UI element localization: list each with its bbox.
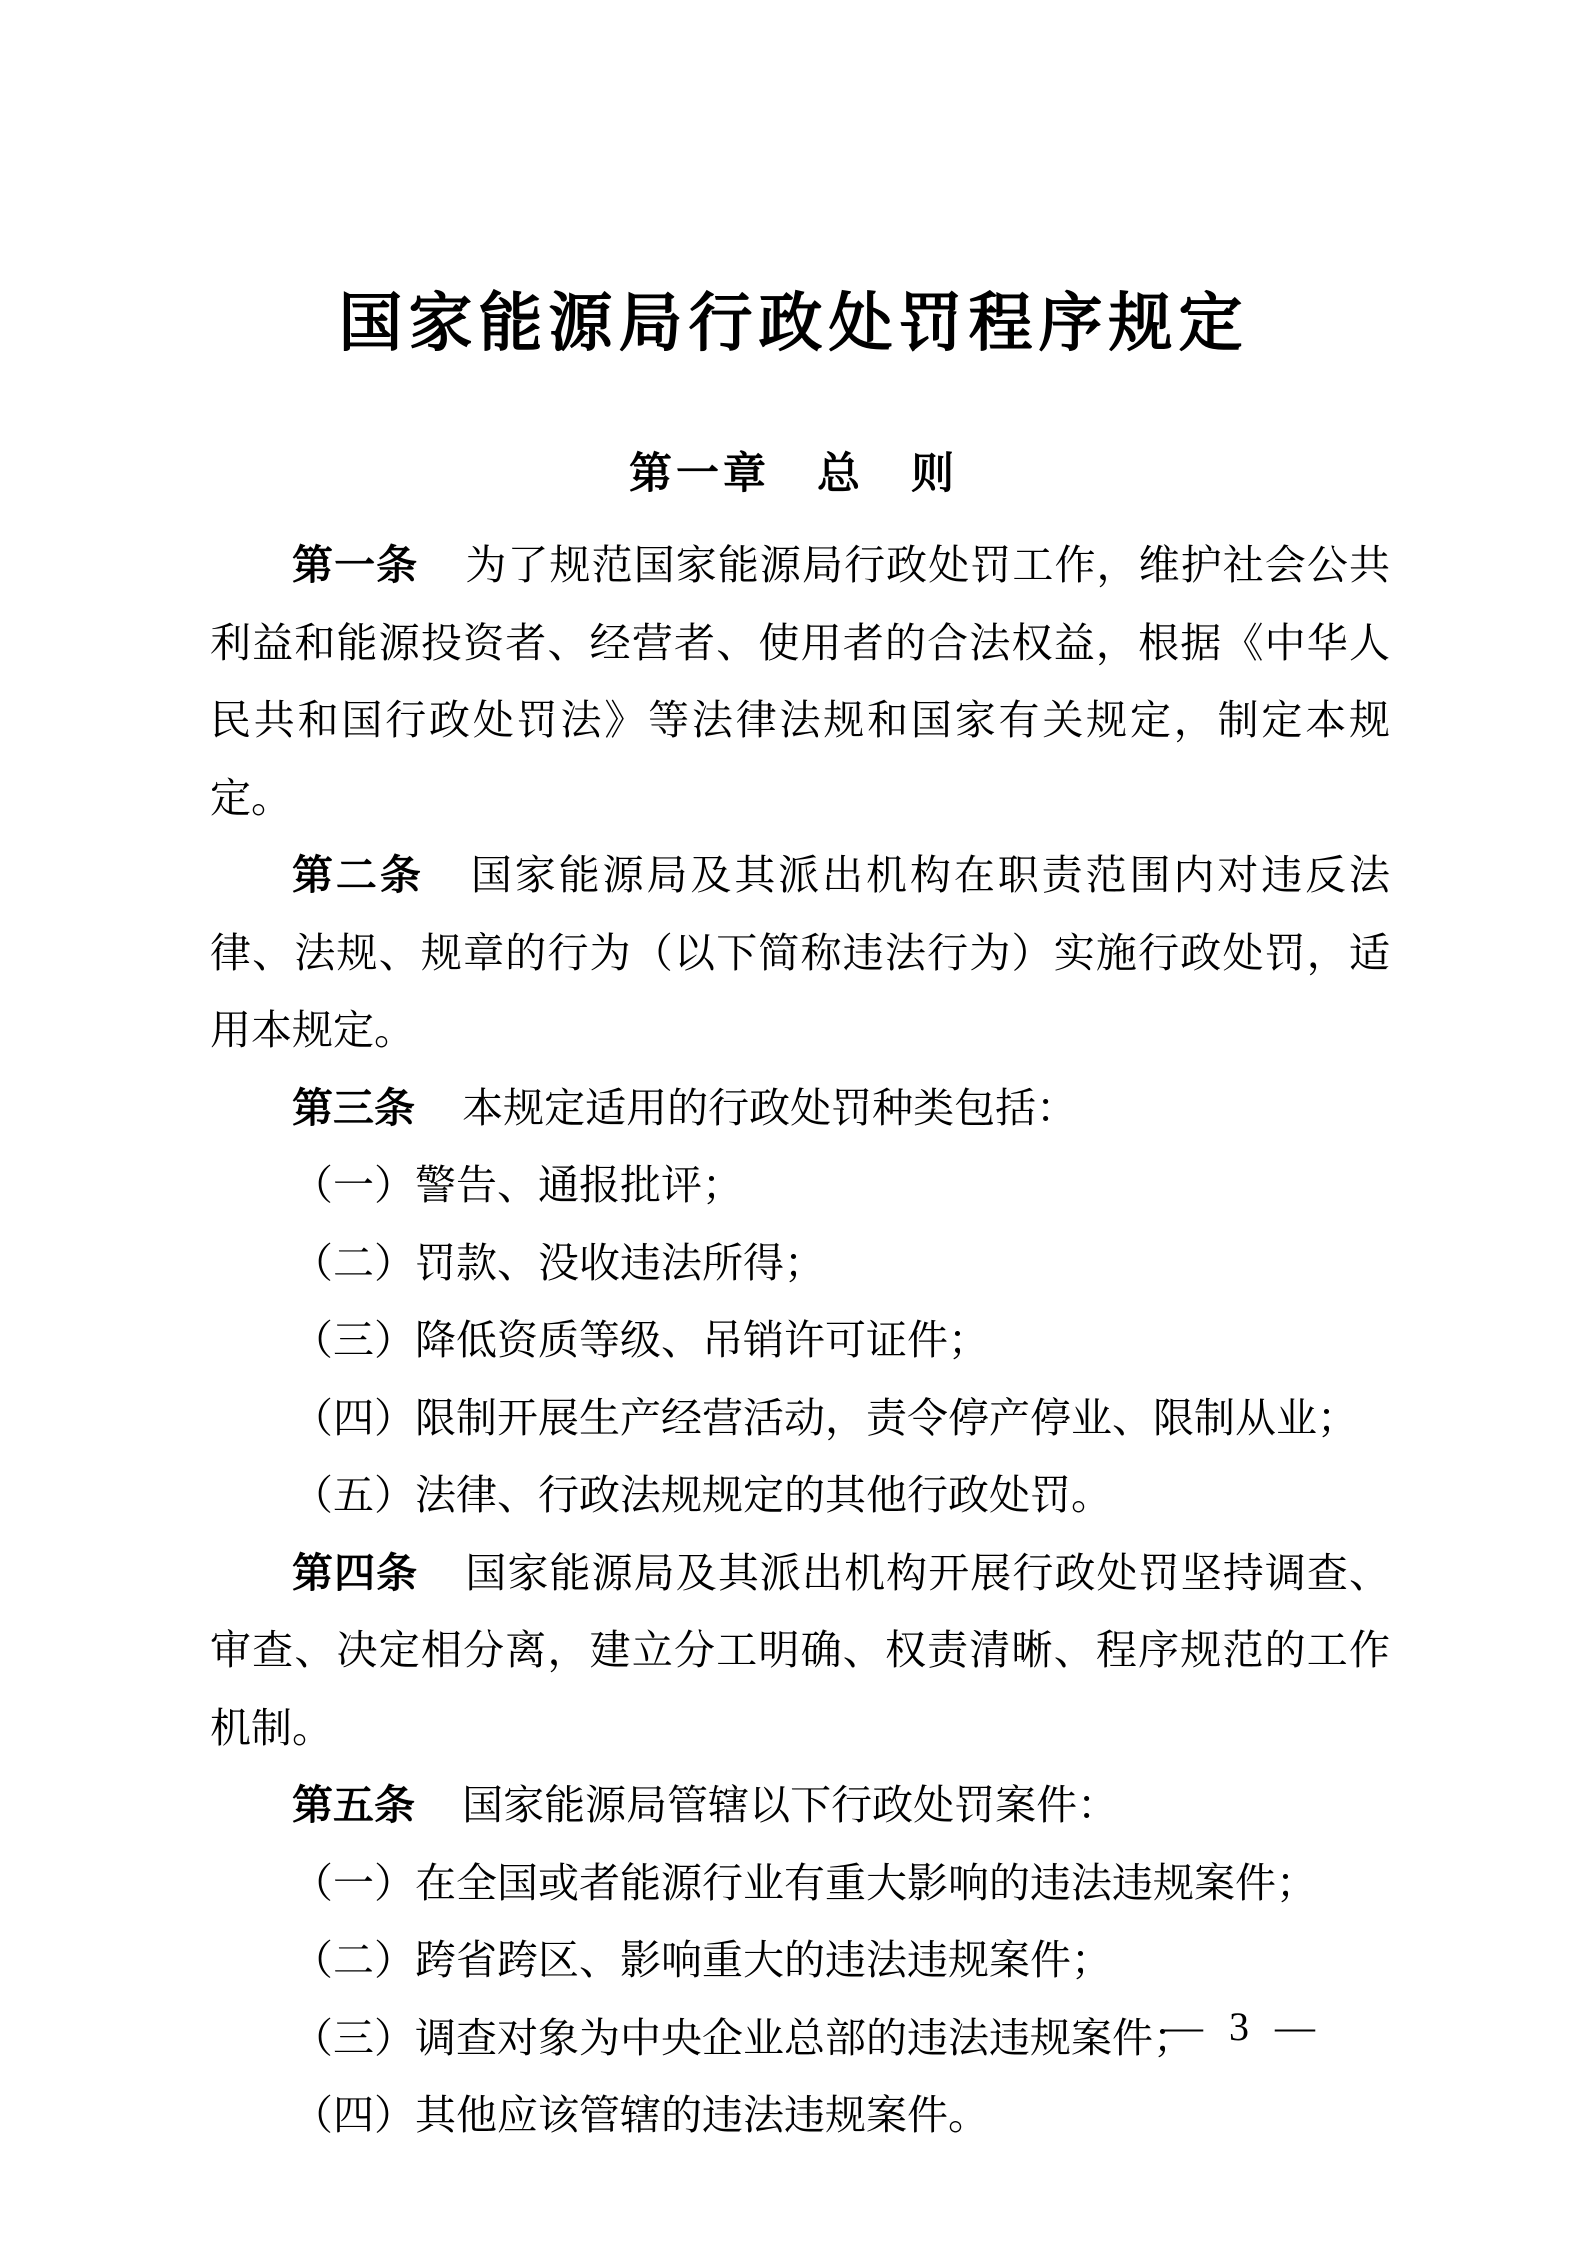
document-body <box>210 527 1390 2155</box>
list-item <box>210 1380 1390 1458</box>
list-item-text: （一）警告、通报批评； <box>292 1162 743 1208</box>
page-number: — 3 — <box>1163 2004 1315 2049</box>
list-item <box>210 1457 1390 1535</box>
list-item <box>210 1845 1390 1923</box>
list-item <box>210 2077 1390 2155</box>
article-text: 为了规范国家能源局行政处罚工作，维护社会公共利益和能源投资者、经营者、使用者的合法权益，根据《中华人民共和国行政处罚法》等法律法规和国家有关规定，制定本规定。 <box>210 542 1390 821</box>
article-number: 第三条 <box>292 1084 415 1131</box>
article-number: 第四条 <box>292 1549 419 1596</box>
list-item-text: （一）在全国或者能源行业有重大影响的违法违规案件； <box>292 1859 1317 1906</box>
article-text: 国家能源局管辖以下行政处罚案件： <box>462 1782 1119 1828</box>
list-item-text: （四）限制开展生产经营活动，责令停产停业、限制从业； <box>292 1394 1358 1441</box>
article-text: 国家能源局及其派出机构开展行政处罚坚持调查、审查、决定相分离，建立分工明确、权责清晰、程序规范的工作机制。 <box>210 1549 1390 1751</box>
list-item-text: （三）调查对象为中央企业总部的违法违规案件； <box>292 2014 1194 2061</box>
article-number: 第五条 <box>292 1782 415 1828</box>
list-item-text: （三）降低资质等级、吊销许可证件； <box>292 1317 989 1363</box>
article-paragraph-1 <box>210 527 1390 837</box>
list-item <box>210 1922 1390 2000</box>
list-item-text: （二）跨省跨区、影响重大的违法违规案件； <box>292 1937 1112 1983</box>
list-item-text: （四）其他应该管辖的违法违规案件。 <box>292 2092 989 2138</box>
chapter-heading: 第一章 总 则 <box>629 450 958 498</box>
article-paragraph-2 <box>210 837 1390 1070</box>
article-paragraph-5 <box>210 1767 1390 1845</box>
article-text: 国家能源局及其派出机构在职责范围内对违反法律、法规、规章的行为（以下简称违法行为）实施行政处罚，适用本规定。 <box>210 852 1391 1053</box>
article-paragraph-4 <box>210 1535 1390 1768</box>
document-title: 国家能源局行政处罚程序规定 <box>338 286 1249 361</box>
list-item <box>210 1147 1390 1225</box>
list-item-text: （五）法律、行政法规规定的其他行政处罚。 <box>292 1472 1112 1518</box>
article-paragraph-3 <box>210 1070 1390 1148</box>
article-text: 本规定适用的行政处罚种类包括： <box>462 1084 1078 1131</box>
list-item <box>210 1225 1390 1303</box>
list-item <box>210 1302 1390 1380</box>
article-number: 第二条 <box>292 852 424 898</box>
list-item-text: （二）罚款、没收违法所得； <box>292 1239 825 1286</box>
article-number: 第一条 <box>292 542 419 588</box>
